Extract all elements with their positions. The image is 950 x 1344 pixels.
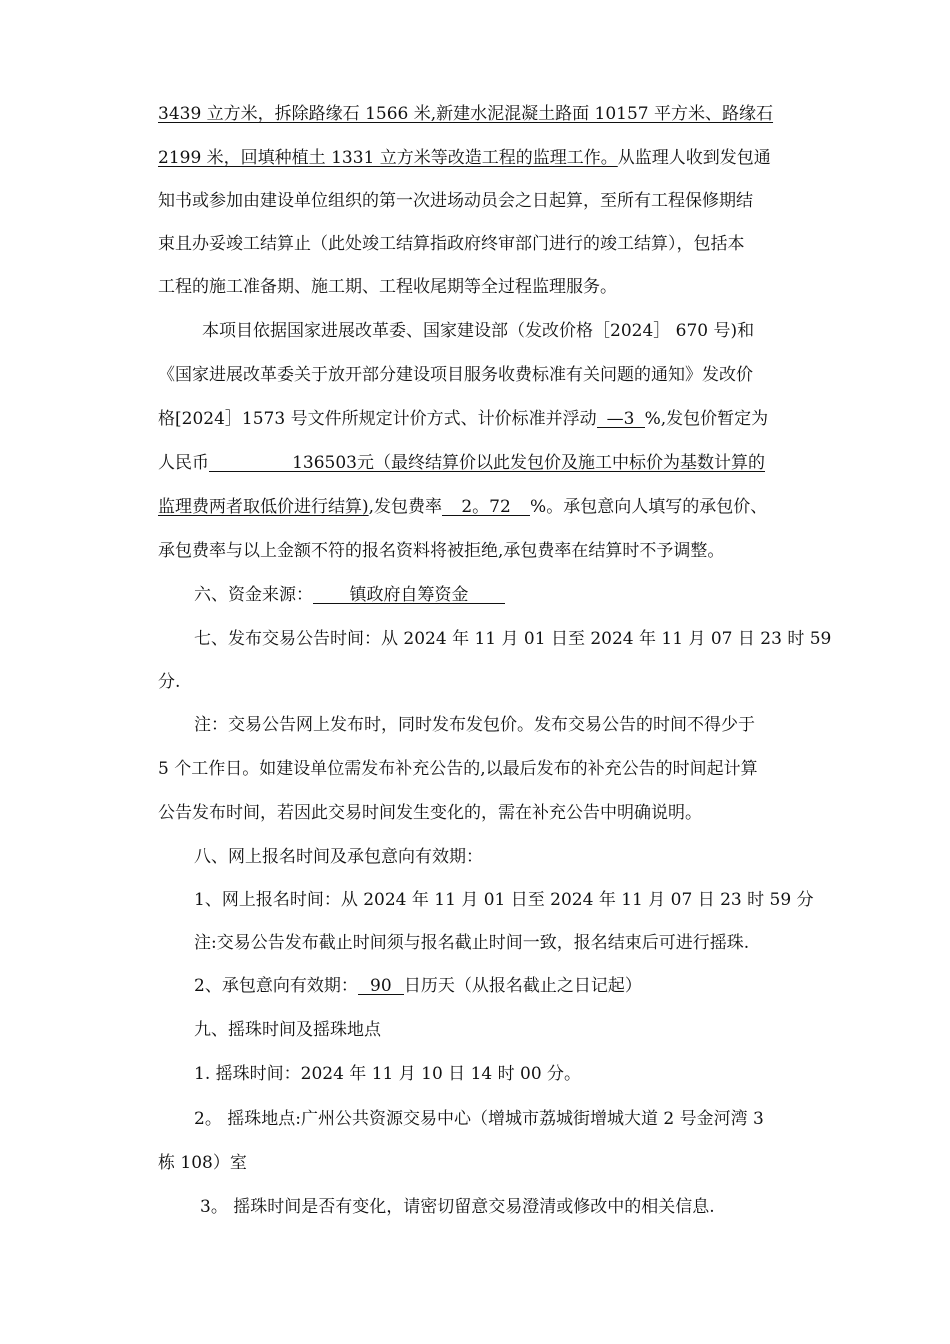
section-9-item-1: 1. 摇珠时间：2024 年 11 月 10 日 14 时 00 分。 xyxy=(194,1064,582,1084)
section-8-item-2: 2、承包意向有效期： 90 日历天（从报名截止之日记起） xyxy=(194,976,642,996)
scope-underlined-text: 2199 米，回填种植土 1331 立方米等改造工程的监理工作。 xyxy=(158,148,618,168)
fee-rate-value: 2。72 xyxy=(442,497,530,516)
note-1-line-2: 5 个工作日。如建设单位需发布补充公告的,以最后发布的补充公告的时间起计算 xyxy=(158,759,758,779)
section-7-announcement-line-1: 七、发布交易公告时间：从 2024 年 11 月 01 日至 2024 年 11 月 07 日 23 时 59 xyxy=(194,629,832,649)
paragraph-pricing-line-2: 《国家进展改革委关于放开部分建设项目服务收费标准有关问题的通知》发改价 xyxy=(158,365,753,385)
validity-days-value: 90 xyxy=(358,976,404,995)
section-9-item-2-line-1: 2。 摇珠地点:广州公共资源交易中心（增城市荔城街增城大道 2 号金河湾 3 xyxy=(194,1109,764,1129)
section-6-funding: 六、资金来源： 镇政府自筹资金 xyxy=(194,583,505,607)
paragraph-scope-line-1: 3439 立方米，拆除路缘石 1566 米,新建水泥混凝土路面 10157 平方米、路缘石 xyxy=(158,104,774,124)
paragraph-pricing-line-1: 本项目依据国家进展改革委、国家建设部（发改价格［2024］ 670 号)和 xyxy=(202,321,755,341)
paragraph-scope-line-4: 束且办妥竣工结算止（此处竣工结算指政府终审部门进行的竣工结算），包括本 xyxy=(158,234,745,254)
section-8-note: 注:交易公告发布截止时间须与报名截止时间一致，报名结束后可进行摇珠. xyxy=(194,933,750,953)
paragraph-pricing-line-5: 监理费两者取低价进行结算),发包费率 2。72 %。承包意向人填写的承包价、 xyxy=(158,497,768,517)
paragraph-pricing-line-6: 承包费率与以上金额不符的报名资料将被拒绝,承包费率在结算时不予调整。 xyxy=(158,541,725,561)
paragraph-scope-line-5: 工程的施工准备期、施工期、工程收尾期等全过程监理服务。 xyxy=(158,277,617,297)
section-8-title: 八、网上报名时间及承包意向有效期： xyxy=(194,847,483,867)
float-rate-value: —3 xyxy=(597,409,645,428)
paragraph-pricing-line-3: 格[2024］1573 号文件所规定计价方式、计价标准并浮动 —3 %,发包价暂定为 xyxy=(158,409,769,429)
section-9-title: 九、摇珠时间及摇珠地点 xyxy=(194,1020,381,1040)
paragraph-pricing-line-4: 人民币 136503元（最终结算价以此发包价及施工中标价为基数计算的 xyxy=(158,453,765,473)
contract-amount-value: 136503 xyxy=(209,453,357,472)
section-8-item-1: 1、网上报名时间：从 2024 年 11 月 01 日至 2024 年 11 月 07 日 23 时 59 分 xyxy=(194,890,814,910)
note-1-line-1: 注：交易公告网上发布时，同时发布发包价。发布交易公告的时间不得少于 xyxy=(194,715,755,735)
section-9-item-3: 3。 摇珠时间是否有变化，请密切留意交易澄清或修改中的相关信息. xyxy=(200,1197,715,1217)
funding-source-value: 镇政府自筹资金 xyxy=(313,585,505,604)
note-1-line-3: 公告发布时间，若因此交易时间发生变化的，需在补充公告中明确说明。 xyxy=(158,803,702,823)
paragraph-scope-line-2: 2199 米，回填种植土 1331 立方米等改造工程的监理工作。从监理人收到发包通 xyxy=(158,148,771,168)
section-7-announcement-line-2: 分. xyxy=(158,672,181,692)
section-9-item-2-line-2: 栋 108）室 xyxy=(158,1153,247,1173)
paragraph-scope-line-3: 知书或参加由建设单位组织的第一次进场动员会之日起算，至所有工程保修期结 xyxy=(158,191,753,211)
